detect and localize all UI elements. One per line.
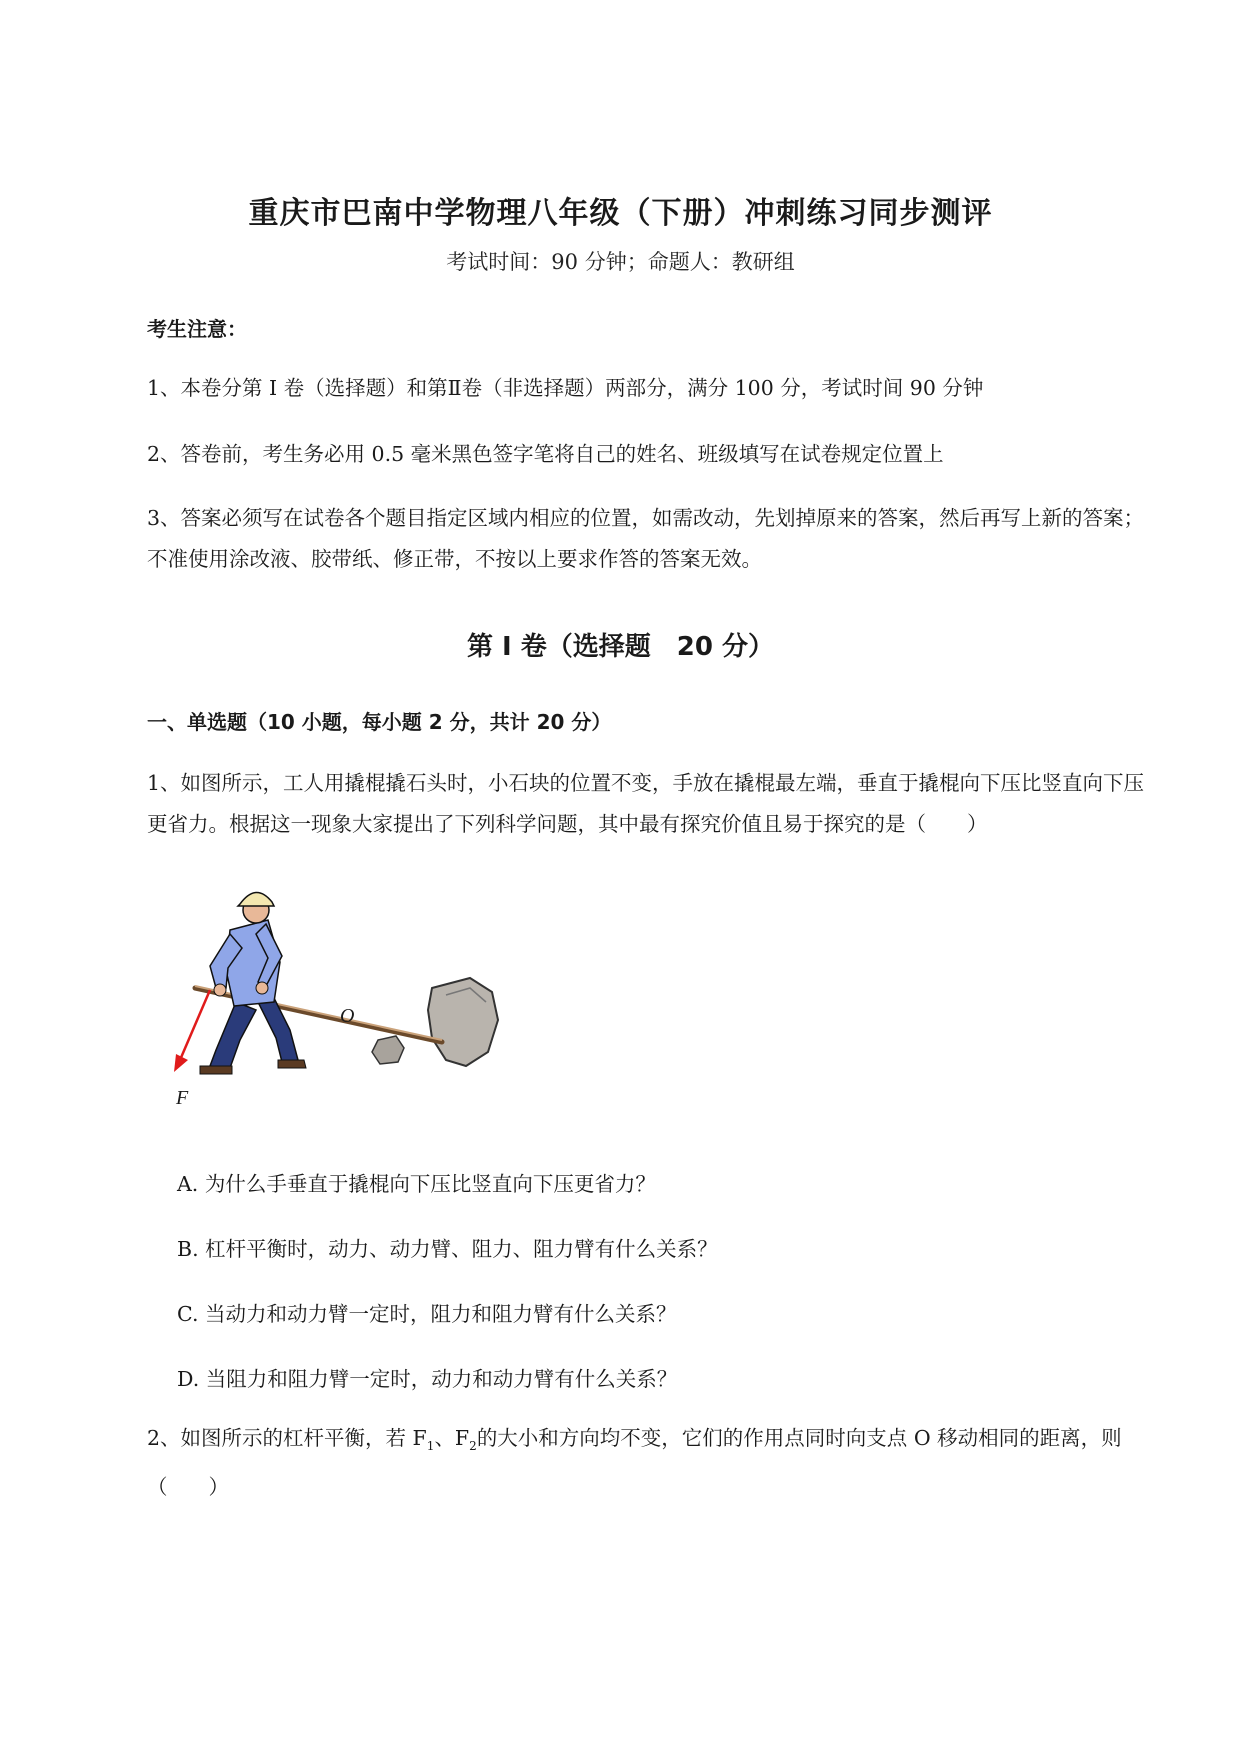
question-2-stem [147, 1418, 1162, 1508]
fulcrum-label: O [340, 1005, 355, 1027]
question-1-option-d[interactable]: D. 当阻力和阻力臂一定时，动力和动力臂有什么关系？ [177, 1367, 678, 1391]
f2-subscript: 2 [469, 1439, 477, 1454]
question-2-separator: 、F [434, 1426, 470, 1450]
hard-hat-icon [238, 892, 274, 906]
force-arrow-head [174, 1054, 188, 1072]
question-1-option-a[interactable]: A. 为什么手垂直于撬棍向下压比竖直向下压更省力？ [177, 1172, 656, 1196]
notice-heading: 考生注意： [147, 317, 247, 341]
exam-subtitle: 考试时间：90 分钟；命题人：教研组 [446, 250, 795, 274]
exam-title: 重庆市巴南中学物理八年级（下册）冲刺练习同步测评 [248, 196, 993, 231]
lever-figure [170, 870, 510, 1115]
part-heading: 一、单选题（10 小题，每小题 2 分，共计 20 分） [147, 710, 612, 734]
small-stone [372, 1036, 404, 1064]
notice-item-2: 2、答卷前，考生务必用 0.5 毫米黑色签字笔将自己的姓名、班级填写在试卷规定位置上 [147, 442, 944, 466]
question-1-option-c[interactable]: C. 当动力和动力臂一定时，阻力和阻力臂有什么关系？ [177, 1302, 677, 1326]
notice-item-1: 1、本卷分第 I 卷（选择题）和第Ⅱ卷（非选择题）两部分，满分 100 分，考试时间 90 分钟 [147, 376, 984, 400]
question-1-option-b[interactable]: B. 杠杆平衡时，动力、动力臂、阻力、阻力臂有什么关系？ [177, 1237, 718, 1261]
large-rock [428, 978, 498, 1066]
force-label: F [176, 1087, 189, 1109]
notice-item-3: 3、答案必须写在试卷各个题目指定区域内相应的位置，如需改动，先划掉原来的答案，然后再写上新的答案；不准使用涂改液、胶带纸、修正带，不按以上要求作答的答案无效。 [147, 506, 1145, 571]
section-title: 第 I 卷（选择题 20 分） [466, 632, 774, 662]
question-1-stem: 1、如图所示，工人用撬棍撬石头时，小石块的位置不变，手放在撬棍最左端，垂直于撬棍向下压比竖直向下压更省力。根据这一现象大家提出了下列科学问题，其中最有探究价值且易于探究的是（ ） [147, 771, 1145, 836]
question-2-stem-prefix: 2、如图所示的杠杆平衡，若 F [147, 1426, 427, 1450]
question-2-stem-suffix: 的大小和方向均不变，它们的作用点同时向支点 O 移动相同的距离，则（ ） [147, 1426, 1122, 1500]
f1-subscript: 1 [426, 1439, 435, 1454]
